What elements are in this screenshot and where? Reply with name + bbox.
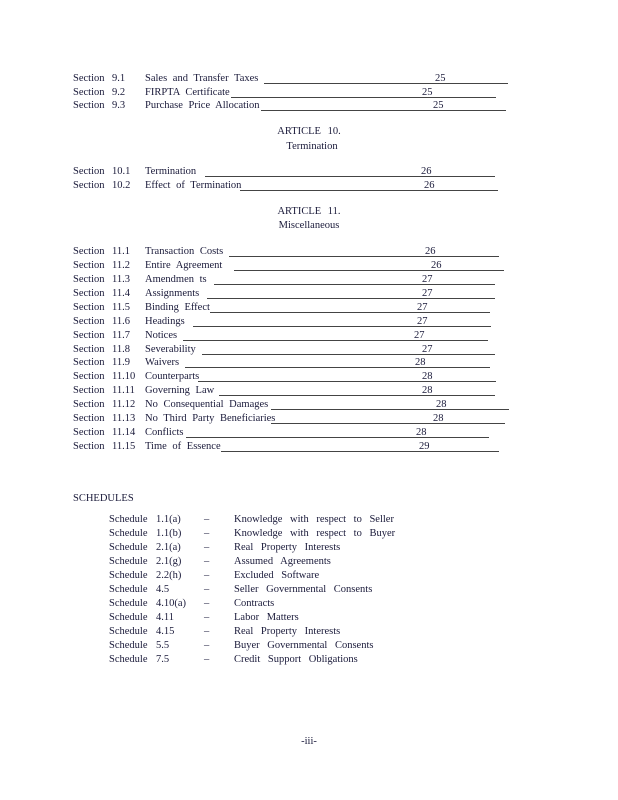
toc-page-number: 26 [425, 246, 436, 257]
schedule-description: Excluded Software [234, 570, 320, 581]
toc-dot-leader [193, 326, 491, 327]
toc-section-title: Severability [145, 344, 196, 355]
toc-section-title: Waivers [145, 357, 180, 368]
toc-row-11-4[interactable] [73, 288, 453, 302]
toc-section-title: Transaction Costs [145, 246, 224, 257]
schedule-dash: – [204, 598, 210, 609]
schedule-dash: – [204, 570, 210, 581]
toc-section-title: FIRPTA Certificate [145, 87, 230, 98]
schedule-label: Schedule [109, 542, 148, 553]
schedule-row-2-2h[interactable] [109, 570, 429, 584]
schedule-code: 4.15 [156, 626, 175, 637]
toc-section-label: Section [73, 441, 105, 452]
toc-row-11-1[interactable] [73, 246, 453, 260]
schedule-description: Knowledge with respect to Buyer [234, 528, 396, 539]
article-11-title: Miscellaneous [278, 220, 340, 231]
article-10-heading: ARTICLE 10. [277, 126, 341, 137]
toc-page-number: 25 [422, 87, 433, 98]
toc-section-label: Section [73, 371, 105, 382]
schedule-row-7-5[interactable] [109, 654, 429, 668]
toc-dot-leader [234, 270, 504, 271]
toc-page-number: 28 [422, 371, 433, 382]
toc-section-number: 11.4 [112, 288, 130, 299]
toc-dot-leader [202, 354, 495, 355]
toc-section-number: 11.8 [112, 344, 130, 355]
toc-section-label: Section [73, 180, 105, 191]
toc-section-number: 10.2 [112, 180, 131, 191]
schedule-row-5-5[interactable] [109, 640, 429, 654]
toc-row-11-5[interactable] [73, 302, 453, 316]
toc-section-number: 11.7 [112, 330, 130, 341]
toc-dot-leader [261, 110, 506, 111]
toc-dot-leader [183, 340, 488, 341]
toc-section-number: 11.10 [112, 371, 136, 382]
schedule-dash: – [204, 514, 210, 525]
toc-section-label: Section [73, 399, 105, 410]
schedule-dash: – [204, 542, 210, 553]
toc-page-number: 27 [422, 344, 433, 355]
toc-section-number: 11.6 [112, 316, 130, 327]
toc-dot-leader [214, 284, 495, 285]
toc-row-11-3[interactable] [73, 274, 453, 288]
toc-page-number: 26 [421, 166, 432, 177]
schedule-description: Contracts [234, 598, 275, 609]
schedule-row-2-1g[interactable] [109, 556, 429, 570]
toc-section-label: Section [73, 166, 105, 177]
toc-section-number: 11.5 [112, 302, 130, 313]
schedule-row-4-11[interactable] [109, 612, 429, 626]
toc-section-number: 11.13 [112, 413, 136, 424]
toc-dot-leader [229, 256, 499, 257]
toc-page-number: 28 [415, 357, 426, 368]
toc-section-number: 11.9 [112, 357, 130, 368]
page-number-footer: -iii- [301, 736, 317, 747]
toc-section-label: Section [73, 330, 105, 341]
toc-section-title: Purchase Price Allocation [145, 100, 260, 111]
toc-section-number: 11.1 [112, 246, 130, 257]
toc-section-title: Conflicts [145, 427, 184, 438]
toc-row-11-8[interactable] [73, 344, 453, 358]
toc-row-11-14[interactable] [73, 427, 453, 441]
toc-section-label: Section [73, 87, 105, 98]
toc-section-title: No Consequential Damages [145, 399, 269, 410]
article-11-heading: ARTICLE 11. [277, 206, 341, 217]
toc-dot-leader [207, 298, 495, 299]
schedule-code: 2.2(h) [156, 570, 182, 581]
schedule-description: Labor Matters [234, 612, 299, 623]
toc-row-9-1[interactable] [73, 73, 453, 87]
toc-section-title: Amendmen ts [145, 274, 207, 285]
article-10-title: Termination [286, 141, 338, 152]
schedule-label: Schedule [109, 514, 148, 525]
toc-page-number: 26 [431, 260, 442, 271]
toc-row-11-10[interactable] [73, 371, 453, 385]
schedule-row-4-15[interactable] [109, 626, 429, 640]
schedule-row-1-1a[interactable] [109, 514, 429, 528]
toc-page-number: 26 [424, 180, 435, 191]
schedule-description: Knowledge with respect to Seller [234, 514, 394, 525]
toc-page-number: 25 [433, 100, 444, 111]
toc-section-title: No Third Party Beneficiaries [145, 413, 276, 424]
toc-section-number: 11.15 [112, 441, 136, 452]
toc-row-11-2[interactable] [73, 260, 453, 274]
toc-section-label: Section [73, 246, 105, 257]
toc-dot-leader [219, 395, 495, 396]
toc-section-title: Termination [145, 166, 197, 177]
toc-dot-leader [264, 83, 508, 84]
schedule-code: 4.10(a) [156, 598, 187, 609]
toc-section-number: 11.12 [112, 399, 136, 410]
schedule-dash: – [204, 654, 210, 665]
schedule-code: 4.11 [156, 612, 174, 623]
schedule-label: Schedule [109, 598, 148, 609]
toc-section-label: Section [73, 316, 105, 327]
schedule-code: 2.1(a) [156, 542, 181, 553]
schedule-code: 5.5 [156, 640, 170, 651]
schedule-code: 7.5 [156, 654, 170, 665]
schedule-code: 1.1(b) [156, 528, 182, 539]
toc-section-title: Sales and Transfer Taxes [145, 73, 259, 84]
toc-page-number: 27 [414, 330, 425, 341]
toc-section-number: 9.1 [112, 73, 126, 84]
schedule-dash: – [204, 612, 210, 623]
toc-section-number: 11.2 [112, 260, 130, 271]
toc-row-11-15[interactable] [73, 441, 453, 455]
schedule-code: 2.1(g) [156, 556, 182, 567]
toc-page-number: 27 [422, 274, 433, 285]
toc-section-label: Section [73, 100, 105, 111]
schedule-label: Schedule [109, 654, 148, 665]
toc-dot-leader [198, 381, 496, 382]
toc-section-title: Time of Essence [145, 441, 221, 452]
toc-row-11-11[interactable] [73, 385, 453, 399]
toc-page-number: 28 [422, 385, 433, 396]
toc-page-number: 27 [417, 302, 428, 313]
toc-section-label: Section [73, 357, 105, 368]
schedule-dash: – [204, 626, 210, 637]
toc-section-title: Notices [145, 330, 178, 341]
toc-section-title: Counterparts [145, 371, 200, 382]
toc-section-title: Effect of Termination [145, 180, 242, 191]
toc-page-number: 27 [422, 288, 433, 299]
schedule-label: Schedule [109, 556, 148, 567]
toc-row-10-1[interactable] [73, 166, 453, 180]
toc-section-label: Section [73, 73, 105, 84]
schedule-row-4-10a[interactable] [109, 598, 429, 612]
toc-row-11-7[interactable] [73, 330, 453, 344]
toc-section-title: Entire Agreement [145, 260, 223, 271]
toc-dot-leader [271, 409, 509, 410]
schedule-dash: – [204, 528, 210, 539]
schedule-description: Seller Governmental Consents [234, 584, 373, 595]
toc-section-title: Governing Law [145, 385, 215, 396]
toc-section-number: 9.2 [112, 87, 126, 98]
toc-page-number: 29 [419, 441, 430, 452]
schedule-label: Schedule [109, 528, 148, 539]
toc-dot-leader [186, 437, 489, 438]
toc-dot-leader [221, 451, 499, 452]
schedule-row-1-1b[interactable] [109, 528, 429, 542]
toc-page-number: 28 [436, 399, 447, 410]
toc-section-label: Section [73, 413, 105, 424]
schedule-label: Schedule [109, 640, 148, 651]
toc-section-title: Headings [145, 316, 185, 327]
toc-row-11-13[interactable] [73, 413, 453, 427]
toc-row-10-2[interactable] [73, 180, 453, 194]
toc-section-label: Section [73, 288, 105, 299]
toc-page-number: 27 [417, 316, 428, 327]
toc-section-title: Binding Effect [145, 302, 210, 313]
toc-section-label: Section [73, 344, 105, 355]
schedule-label: Schedule [109, 584, 148, 595]
toc-dot-leader [240, 190, 498, 191]
schedules-heading: SCHEDULES [73, 493, 134, 504]
toc-row-11-12[interactable] [73, 399, 453, 413]
schedule-label: Schedule [109, 612, 148, 623]
schedule-row-2-1a[interactable] [109, 542, 429, 556]
toc-row-9-2[interactable] [73, 87, 453, 101]
schedule-row-4-5[interactable] [109, 584, 429, 598]
toc-dot-leader [205, 176, 495, 177]
schedule-dash: – [204, 556, 210, 567]
schedule-label: Schedule [109, 570, 148, 581]
schedule-dash: – [204, 640, 210, 651]
schedule-description: Real Property Interests [234, 542, 341, 553]
toc-section-number: 11.14 [112, 427, 136, 438]
toc-section-label: Section [73, 260, 105, 271]
toc-section-number: 11.3 [112, 274, 130, 285]
toc-section-label: Section [73, 427, 105, 438]
toc-dot-leader [271, 423, 505, 424]
toc-dot-leader [210, 312, 490, 313]
toc-section-label: Section [73, 274, 105, 285]
schedule-code: 4.5 [156, 584, 170, 595]
toc-section-label: Section [73, 302, 105, 313]
toc-row-11-6[interactable] [73, 316, 453, 330]
toc-page-number: 28 [416, 427, 427, 438]
toc-section-label: Section [73, 385, 105, 396]
schedule-dash: – [204, 584, 210, 595]
toc-section-number: 11.11 [112, 385, 135, 396]
schedule-description: Real Property Interests [234, 626, 341, 637]
schedule-description: Credit Support Obligations [234, 654, 358, 665]
toc-page-number: 25 [435, 73, 446, 84]
schedule-description: Buyer Governmental Consents [234, 640, 374, 651]
toc-section-number: 9.3 [112, 100, 126, 111]
toc-section-title: Assignments [145, 288, 200, 299]
toc-row-11-9[interactable] [73, 357, 453, 371]
toc-dot-leader [231, 97, 496, 98]
toc-section-number: 10.1 [112, 166, 131, 177]
toc-page-number: 28 [433, 413, 444, 424]
toc-dot-leader [185, 367, 490, 368]
schedule-code: 1.1(a) [156, 514, 181, 525]
toc-row-9-3[interactable] [73, 100, 453, 114]
schedule-label: Schedule [109, 626, 148, 637]
schedule-description: Assumed Agreements [234, 556, 331, 567]
